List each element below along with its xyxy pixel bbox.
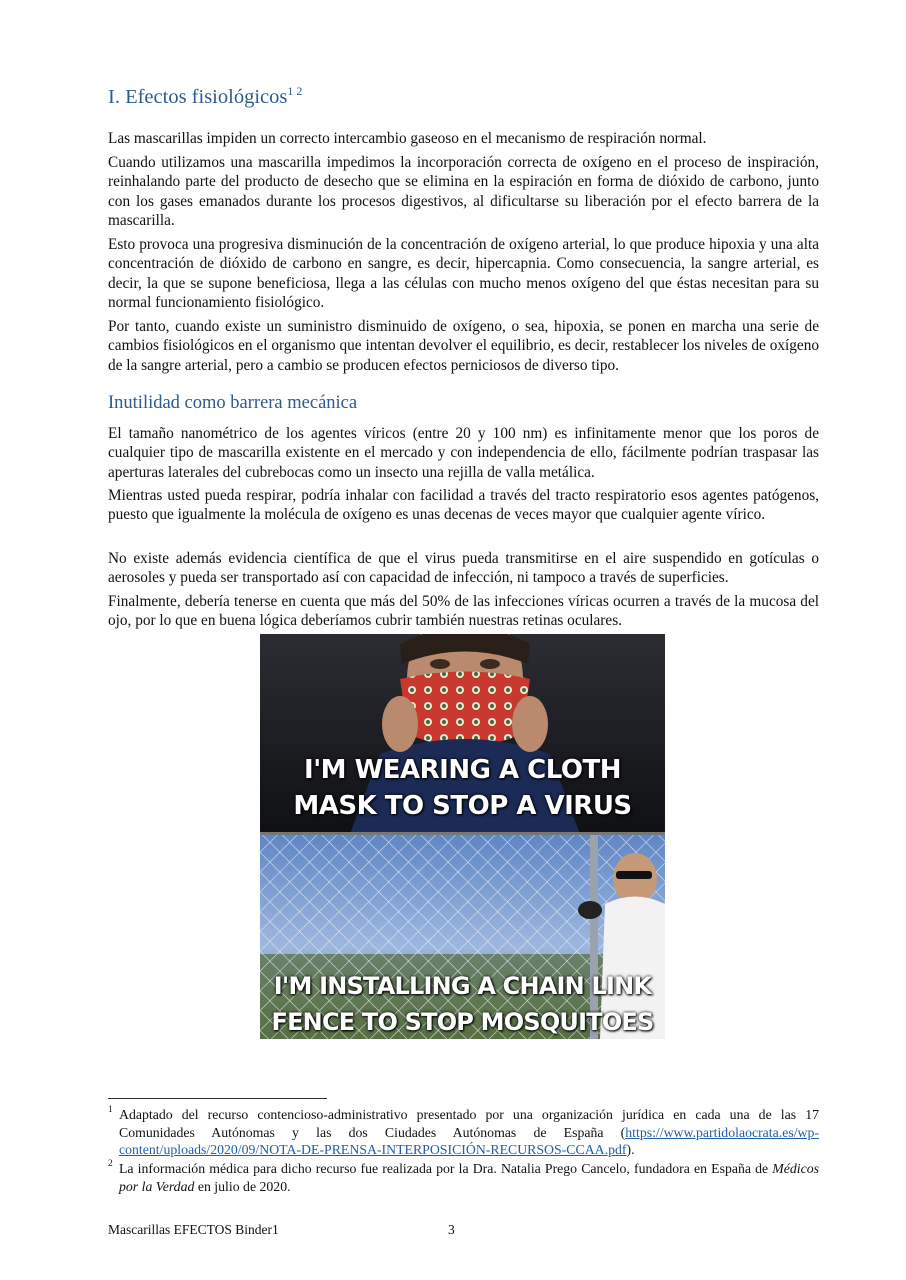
footnote-1-text: Adaptado del recurso contencioso-administrativo presentado por una organización jurídica en cada una de las 17 Comunidades Autónomas y las dos Ciudades Autónomas de España ( xyxy=(119,1107,819,1140)
meme-top-caption xyxy=(260,752,665,824)
meme-bottom-caption xyxy=(260,968,665,1039)
section-heading-efectos: I. Efectos fisiológicos$^{1 2}$ xyxy=(108,84,303,108)
footnote-separator xyxy=(108,1098,327,1099)
meme-bottom-line-2: FENCE TO STOP MOSQUITOES xyxy=(271,1008,654,1036)
paragraph-2: Cuando utilizamos una mascarilla impedimos la incorporación correcta de oxígeno en el proceso de inspiración, reinhalando parte del producto de desecho que se elimina en la espiración en forma de dióxido de carbono, junto con los gases emanados durante los procesos digestivos, al dificultarse su liberación por el efecto barrera de la mascarilla. xyxy=(108,154,819,229)
meme-top-line-2: MASK TO STOP A VIRUS xyxy=(293,791,632,821)
footer-document-name: Mascarillas EFECTOS Binder1 xyxy=(108,1222,279,1237)
paragraph-1: Las mascarillas impiden un correcto intercambio gaseoso en el mecanismo de respiración normal. xyxy=(108,130,707,147)
footnote-2-text: La información médica para dicho recurso fue realizada por la Dra. Natalia Prego Cancelo, fundadora en España de xyxy=(119,1161,773,1176)
paragraph-6: Mientras usted pueda respirar, podría inhalar con facilidad a través del tracto respiratorio esos agentes patógenos, puesto que igualmente la molécula de oxígeno es unas decenas de veces mayor que cualquier agente vírico. xyxy=(108,487,819,524)
paragraph-8: Finalmente, debería tenerse en cuenta que más del 50% de las infecciones víricas ocurren a través de la mucosa del ojo, por lo que en buena lógica deberíamos cubrir también nuestras retinas oculares. xyxy=(108,593,819,630)
footnote-2 xyxy=(108,1160,819,1195)
meme-image xyxy=(260,634,665,1039)
section-heading-inutilidad: Inutilidad como barrera mecánica xyxy=(108,393,358,413)
footnote-2-italic: Médicos por la Verdad xyxy=(119,1161,819,1194)
paragraph-7: No existe además evidencia científica de que el virus pueda transmitirse en el aire suspendido en gotículas o aerosoles y pueda ser transportado así con capacidad de infección, ni tampoco a través de superficies. xyxy=(108,550,819,587)
footnote-2-tail: en julio de 2020. xyxy=(194,1178,291,1194)
paragraph-3: Esto provoca una progresiva disminución de la concentración de oxígeno arterial, lo que produce hipoxia y una alta concentración de dióxido de carbono en sangre, es decir, hipercapnia. Como consecuencia, la sangre arterial, es decir, la que se supone beneficiosa, llega a las células con mucho menos oxígeno del que éstas necesitan para su normal funcionamiento fisiológico. xyxy=(108,236,819,311)
footnote-2-number: 2 xyxy=(108,1159,113,1169)
meme-top-line-1: I'M WEARING A CLOTH xyxy=(304,755,621,785)
meme-bottom-line-1: I'M INSTALLING A CHAIN LINK xyxy=(273,972,652,1000)
footer-page-number: 3 xyxy=(448,1222,455,1237)
paragraph-5: El tamaño nanométrico de los agentes víricos (entre 20 y 100 nm) es infinitamente menor que los poros de cualquier tipo de mascarilla existente en el mercado y con independencia de ello, fácilmente podrían traspasar las aperturas laterales del cubrebocas como un insecto una rejilla de valla metálica. xyxy=(108,425,819,481)
footnote-1-number: 1 xyxy=(108,1105,113,1115)
footnote-refs[interactable]: 1 2 xyxy=(287,84,303,99)
footnote-1-tail: ). xyxy=(626,1142,635,1157)
footnote-1-link[interactable]: https://www.partidolaocrata.es/wp-content/uploads/2020/09/NOTA-DE-PRENSA-INTERPOSICIÓN-RECURSOS-CCAA.pdf xyxy=(119,1124,819,1157)
paragraph-4: Por tanto, cuando existe un suministro disminuido de oxígeno, o sea, hipoxia, se ponen en marcha una serie de cambios fisiológicos en el organismo que intentan devolver el equilibrio, es decir, restablecer los niveles de oxígeno de la sangre arterial, pero a cambio se producen efectos perniciosos de diverso tipo. xyxy=(108,318,819,374)
footnote-1 xyxy=(108,1106,819,1159)
